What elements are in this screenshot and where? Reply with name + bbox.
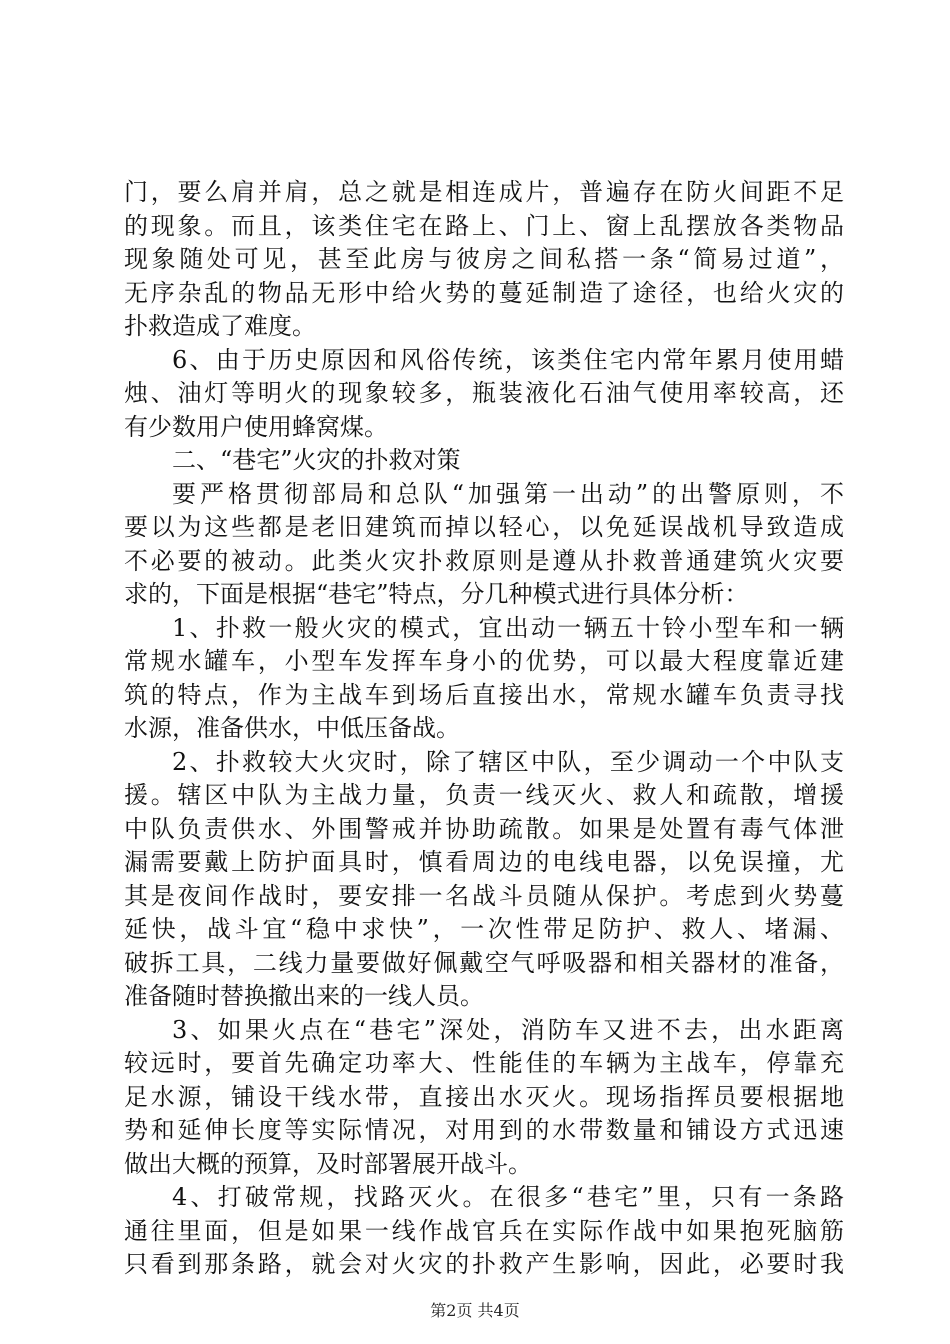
text-line: 筑的特点，作为主战车到场后直接出水，常规水罐车负责寻找 xyxy=(124,680,844,709)
section-heading: 二、“巷宅”火灾的扑救对策 xyxy=(172,446,461,474)
text-line: 援。辖区中队为主战力量，负责一线灭火、救人和疏散，增援 xyxy=(124,781,844,809)
text-line: 不必要的被动。此类火灾扑救原则是遵从扑救普通建筑火灾要 xyxy=(124,546,844,575)
text-line: 中队负责供水、外围警戒并协助疏散。如果是处置有毒气体泄 xyxy=(124,814,844,843)
paragraph-first-line: 4、打破常规，找路灭火。在很多“巷宅”里，只有一条路 xyxy=(172,1183,844,1211)
text-line: 其是夜间作战时，要安排一名战斗员随从保护。考虑到火势蔓 xyxy=(124,881,844,910)
text-line: 漏需要戴上防护面具时，慎看周边的电线电器，以免误撞，尤 xyxy=(124,848,844,876)
text-line: 门，要么肩并肩，总之就是相连成片，普遍存在防火间距不足 xyxy=(124,178,844,206)
paragraph-first-line: 6、由于历史原因和风俗传统，该类住宅内常年累月使用蜡 xyxy=(172,345,844,374)
text-line: 有少数用户使用蜂窝煤。 xyxy=(124,412,388,441)
paragraph-first-line: 1、扑救一般火灾的模式，宜出动一辆五十铃小型车和一辆 xyxy=(172,613,844,642)
paragraph-first-line: 2、扑救较大火灾时，除了辖区中队，至少调动一个中队支 xyxy=(172,747,844,776)
page-number-footer: 第2页 共4页 xyxy=(430,1301,520,1320)
paragraph-first-line: 3、如果火点在“巷宅”深处，消防车又进不去，出水距离 xyxy=(172,1015,844,1044)
text-line: 只看到那条路，就会对火灾的扑救产生影响，因此，必要时我 xyxy=(124,1250,844,1278)
text-line: 做出大概的预算，及时部署展开战斗。 xyxy=(124,1149,532,1178)
text-line: 延快，战斗宜“稳中求快”，一次性带足防护、救人、堵漏、 xyxy=(124,915,844,943)
text-line: 扑救造成了难度。 xyxy=(124,312,316,340)
paragraph-first-line: 要严格贯彻部局和总队“加强第一出动”的出警原则，不 xyxy=(172,479,844,508)
text-line: 足水源，铺设干线水带，直接出水灭火。现场指挥员要根据地 xyxy=(124,1082,844,1111)
text-line: 通往里面，但是如果一线作战官兵在实际作战中如果抱死脑筋 xyxy=(124,1216,844,1245)
text-line: 要以为这些都是老旧建筑而掉以轻心，以免延误战机导致造成 xyxy=(124,513,844,541)
text-line: 势和延伸长度等实际情况，对用到的水带数量和铺设方式迅速 xyxy=(124,1116,844,1144)
text-line: 求的，下面是根据“巷宅”特点，分几种模式进行具体分析： xyxy=(124,580,749,608)
text-line: 现象随处可见，甚至此房与彼房之间私搭一条“简易过道”， xyxy=(124,245,844,273)
document-body xyxy=(124,176,844,1282)
text-line: 烛、油灯等明火的现象较多，瓶装液化石油气使用率较高，还 xyxy=(124,379,844,407)
text-line: 准备随时替换撤出来的一线人员。 xyxy=(124,982,484,1010)
text-line: 常规水罐车，小型车发挥车身小的优势，可以最大程度靠近建 xyxy=(124,647,844,675)
text-line: 较远时，要首先确定功率大、性能佳的车辆为主战车，停靠充 xyxy=(124,1049,844,1077)
text-line: 破拆工具，二线力量要做好佩戴空气呼吸器和相关器材的准备， xyxy=(124,948,844,977)
text-line: 无序杂乱的物品无形中给火势的蔓延制造了途径，也给火灾的 xyxy=(124,278,844,307)
text-line: 的现象。而且，该类住宅在路上、门上、窗上乱摆放各类物品 xyxy=(124,211,844,240)
text-line: 水源，准备供水，中低压备战。 xyxy=(124,714,460,742)
